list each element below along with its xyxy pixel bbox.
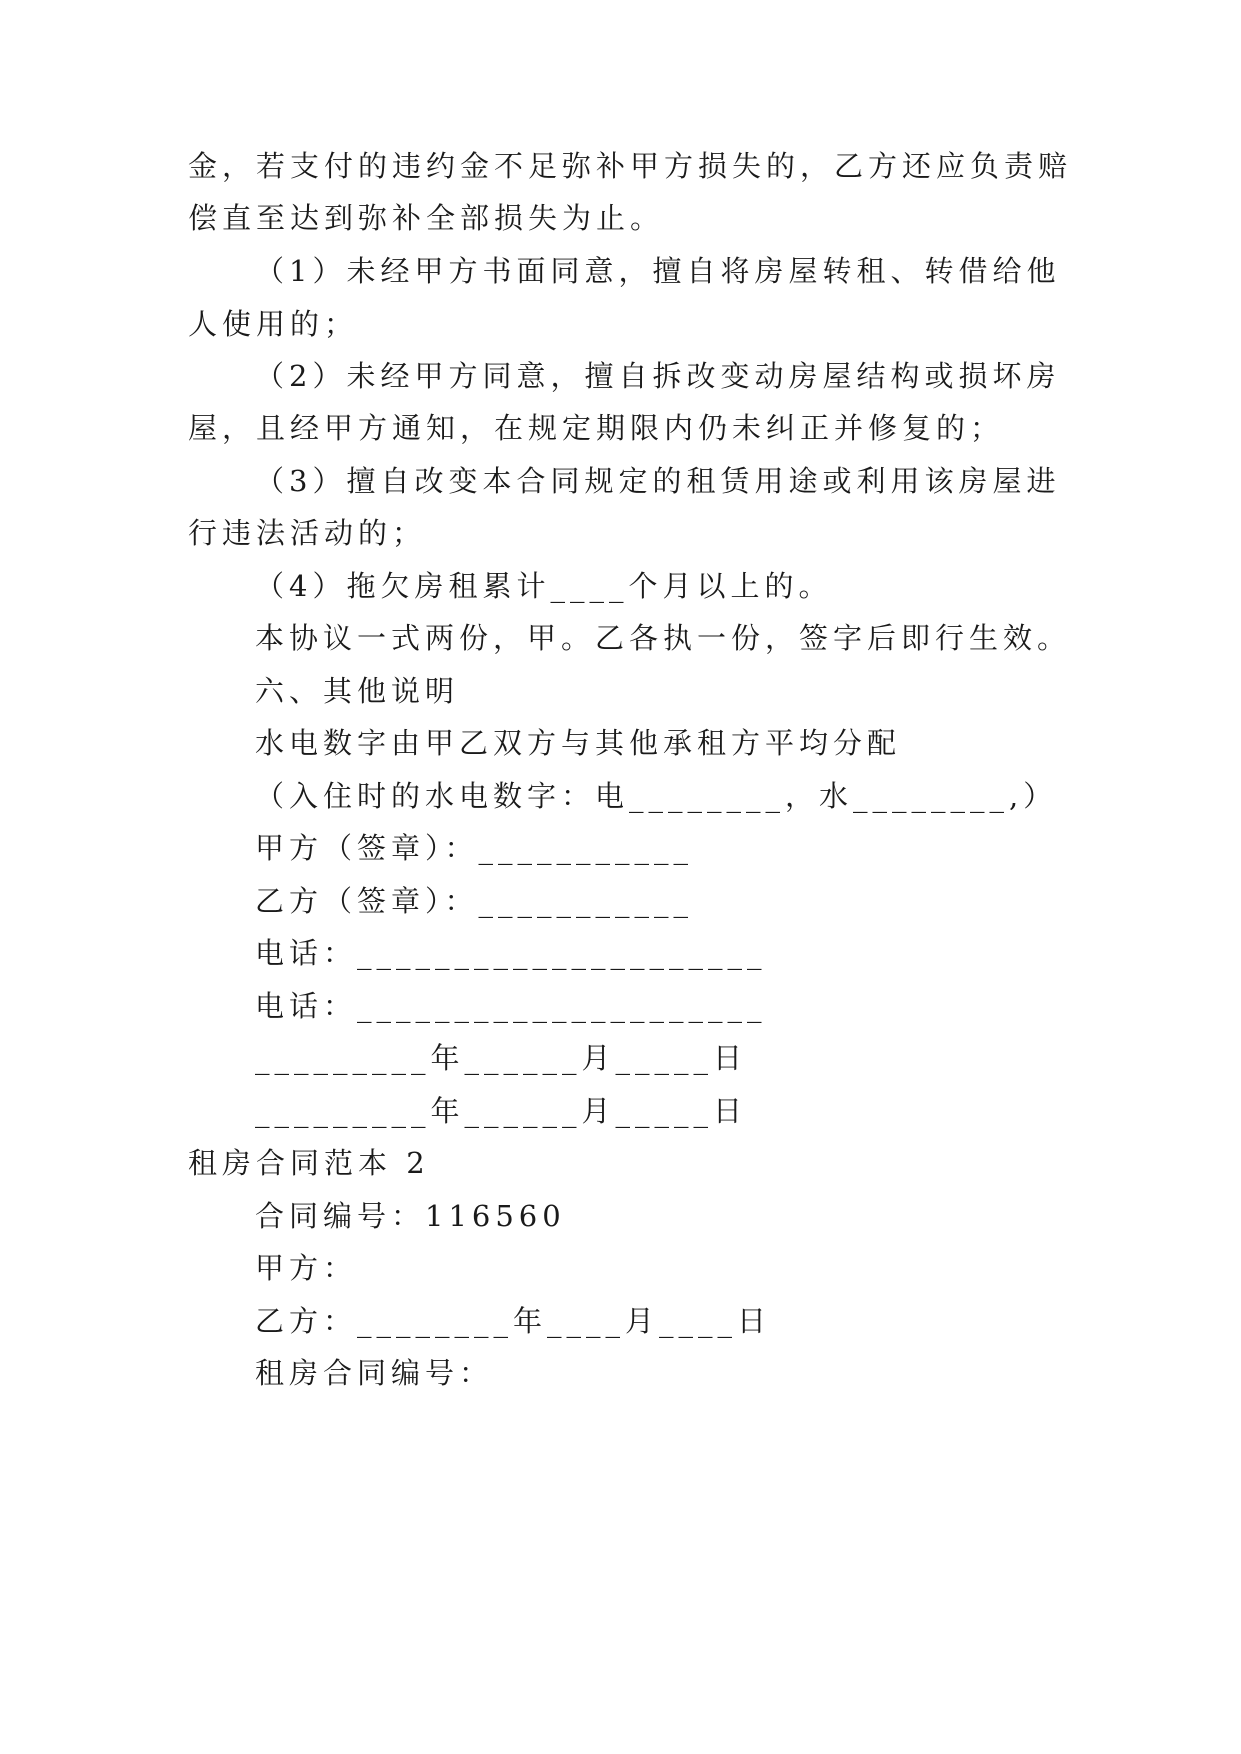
party-b-date-line: 乙方：________年____月____日 — [255, 1304, 772, 1338]
paragraph-line: 行违法活动的； — [188, 516, 427, 550]
section-heading: 六、其他说明 — [255, 674, 460, 708]
utility-reading-line: （入住时的水电数字：电________，水________,） — [255, 779, 1058, 813]
paragraph-line: 屋，且经甲方通知，在规定期限内仍未纠正并修复的； — [188, 411, 1005, 445]
clause-1-line: （1）未经甲方书面同意，擅自将房屋转租、转借给他 — [255, 254, 1061, 288]
date-line: _________年______月_____日 — [255, 1041, 748, 1075]
clause-3-line: （3）擅自改变本合同规定的租赁用途或利用该房屋进 — [255, 464, 1061, 498]
contract-sample-title: 租房合同范本 2 — [188, 1146, 430, 1180]
paragraph-line: 人使用的； — [188, 307, 359, 341]
paragraph-line: 偿直至达到弥补全部损失为止。 — [188, 201, 665, 235]
phone-line: 电话：_____________________ — [255, 936, 767, 970]
contract-number-line: 合同编号：116560 — [255, 1199, 566, 1233]
paragraph-line: 金，若支付的违约金不足弥补甲方损失的，乙方还应负责赔 — [188, 149, 1073, 183]
rental-contract-number-line: 租房合同编号： — [255, 1356, 494, 1390]
utility-split-line: 水电数字由甲乙双方与其他承租方平均分配 — [255, 726, 902, 760]
party-a-signature-line: 甲方（签章）：___________ — [255, 831, 694, 865]
party-b-signature-line: 乙方（签章）：___________ — [255, 884, 694, 918]
agreement-copies-line: 本协议一式两份，甲。乙各执一份，签字后即行生效。 — [255, 621, 1072, 655]
clause-4-line: （4）拖欠房租累计____个月以上的。 — [255, 569, 833, 603]
date-line: _________年______月_____日 — [255, 1094, 748, 1128]
clause-2-line: （2）未经甲方同意，擅自拆改变动房屋结构或损坏房 — [255, 359, 1061, 393]
phone-line: 电话：_____________________ — [255, 989, 767, 1023]
party-a-line: 甲方： — [255, 1251, 358, 1285]
